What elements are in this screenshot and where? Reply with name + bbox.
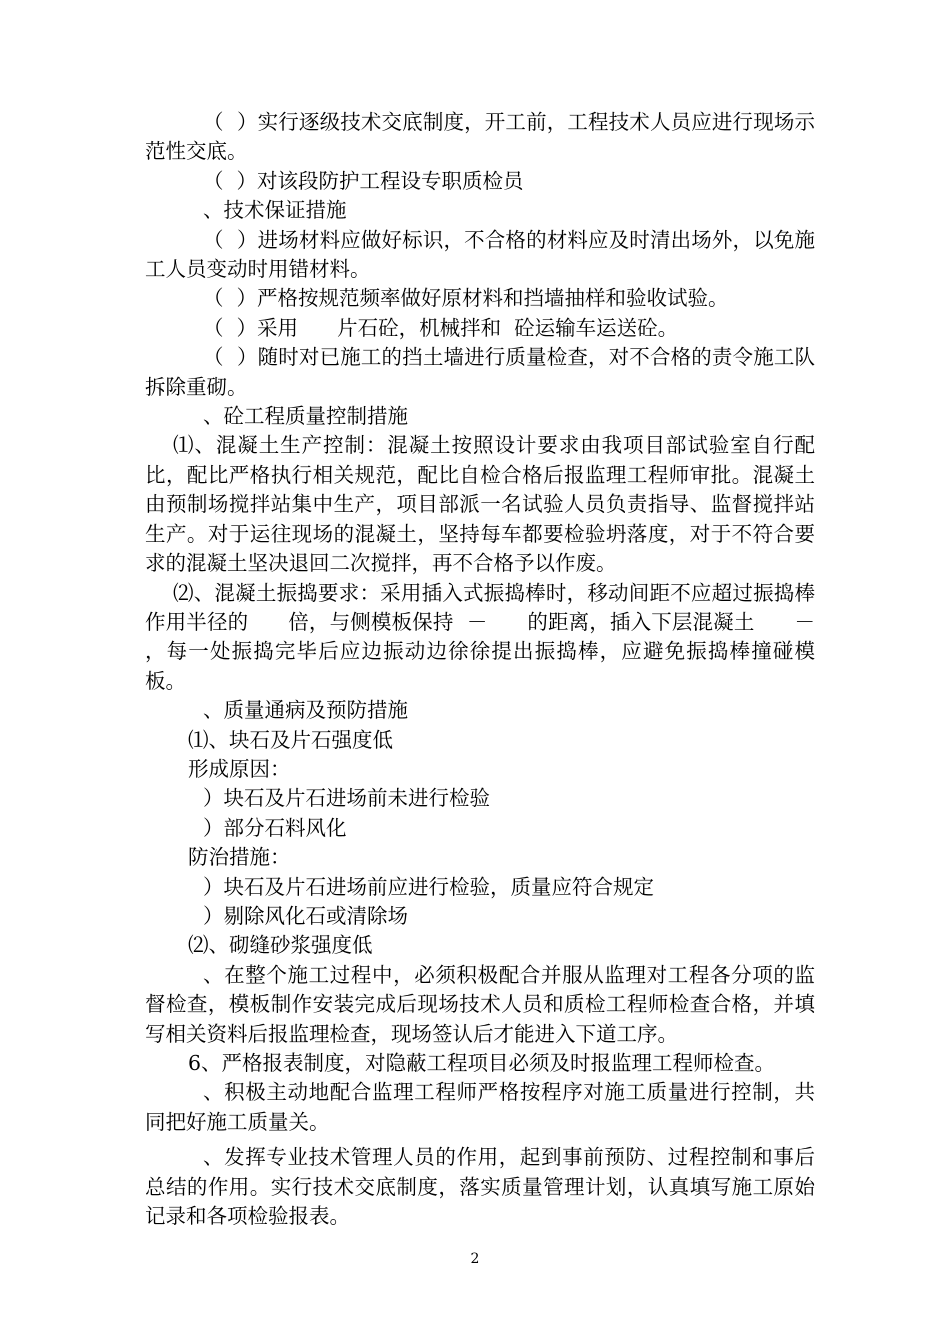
paragraph: ）块石及片石进场前应进行检验，质量应符合规定 [203, 874, 654, 899]
document-body [145, 108, 855, 1231]
paragraph: ⑴、块石及片石强度低 [188, 727, 393, 752]
paragraph: （ ）严格按规范频率做好原材料和挡墙抽样和验收试验。 [203, 286, 729, 311]
paragraph: ⑵、砌缝砂浆强度低 [188, 933, 373, 958]
paragraph: 形成原因： [188, 756, 291, 781]
page-number: 2 [470, 1251, 480, 1267]
paragraph: ）块石及片石进场前未进行检验 [203, 786, 490, 811]
paragraph: 、在整个施工过程中，必须积极配合并服从监理对工程各分项的监督检查，模板制作安装完成后现场技术人员和质检工程师检查合格，并填写相关资料后报监理检查，现场签认后才能进入下道工序。 [145, 962, 815, 1046]
paragraph: 6、严格报表制度，对隐蔽工程项目必须及时报监理工程师检查。 [188, 1051, 776, 1075]
paragraph: （ ）采用 片石砼，机械拌和 砼运输车运送砼。 [203, 315, 679, 340]
paragraph: ）部分石料风化 [203, 815, 347, 840]
paragraph: （ ）对该段防护工程设专职质检员 [203, 168, 524, 193]
paragraph: 、积极主动地配合监理工程师严格按程序对施工质量进行控制，共同把好施工质量关。 [145, 1080, 815, 1134]
paragraph: （ ）随时对已施工的挡土墙进行质量检查，对不合格的责令施工队拆除重砌。 [145, 345, 815, 399]
paragraph: 、质量通病及预防措施 [203, 698, 408, 723]
paragraph: （ ）实行逐级技术交底制度，开工前，工程技术人员应进行现场示范性交底。 [145, 110, 815, 164]
paragraph: 防治措施： [188, 845, 291, 870]
paragraph: ⑵、混凝土振捣要求：采用插入式振捣棒时，移动间距不应超过振捣棒作用半径的 倍，与侧模板保持 － 的距离，插入下层混凝土 － ，每一处振捣完毕后应边振动边徐徐提出振捣棒，应避免振捣棒撞碰模板。 [145, 580, 855, 693]
paragraph: 、技术保证措施 [203, 198, 347, 223]
paragraph: 、发挥专业技术管理人员的作用，起到事前预防、过程控制和事后总结的作用。实行技术交底制度，落实质量管理计划，认真填写施工原始记录和各项检验报表。 [145, 1145, 815, 1229]
paragraph: （ ）进场材料应做好标识，不合格的材料应及时清出场外，以免施工人员变动时用错材料。 [145, 227, 815, 282]
paragraph: ⑴、混凝土生产控制：混凝土按照设计要求由我项目部试验室自行配比，配比严格执行相关规范，配比自检合格后报监理工程师审批。混凝土由预制场搅拌站集中生产，项目部派一名试验人员负责指导、监督搅拌站生产。对于运往现场的混凝土，坚持每车都要检验坍落度，对于不符合要求的混凝土坚决退回二次搅拌，再不合格予以作废。 [145, 433, 815, 576]
paragraph: ）剔除风化石或清除场 [203, 903, 408, 928]
paragraph: 、砼工程质量控制措施 [203, 404, 408, 429]
